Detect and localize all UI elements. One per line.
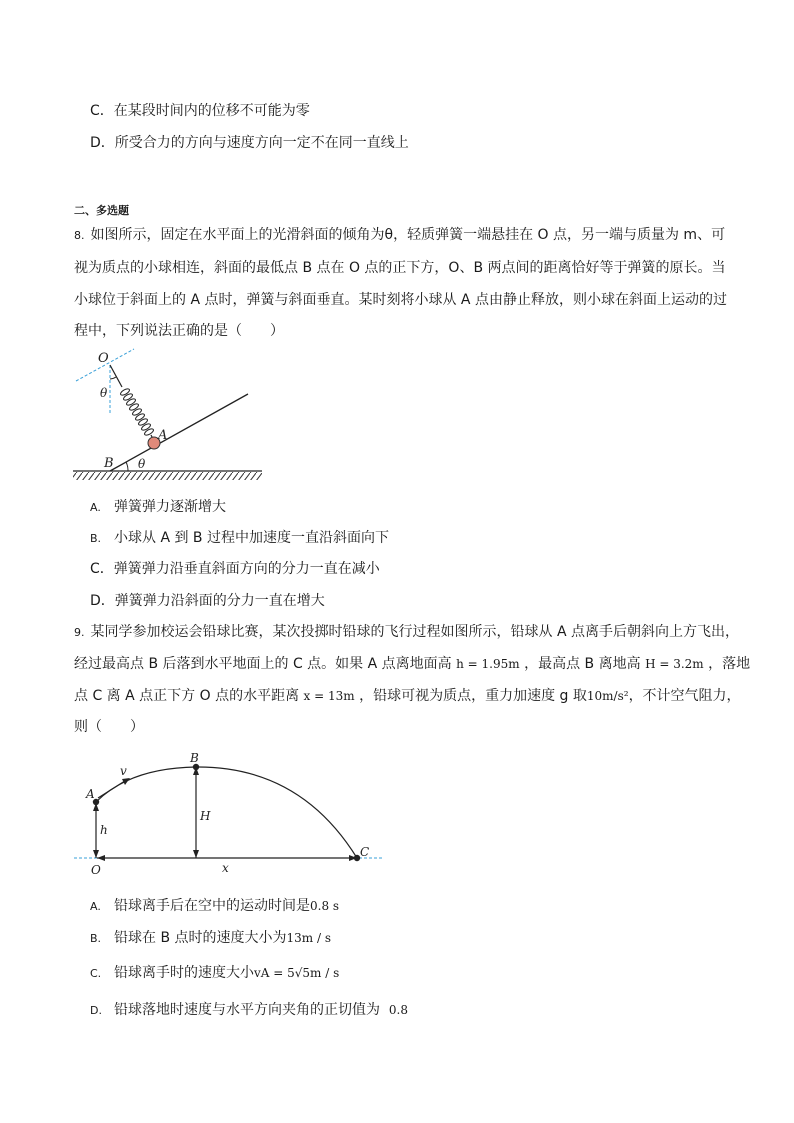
question-number: 9.: [74, 626, 85, 639]
option-math: 0.8: [388, 1003, 408, 1017]
x-expression: x = 13m: [303, 689, 355, 703]
q8-line-1: [74, 225, 725, 246]
option-text: 弹簧弹力沿垂直斜面方向的分力一直在减小: [113, 561, 380, 577]
label-o: O: [98, 351, 109, 366]
H-arrow-head-bottom: [193, 850, 199, 858]
option-label: C．: [90, 561, 114, 577]
q8-option-a: [90, 497, 226, 518]
q8-stem-1: 如图所示，固定在水平面上的光滑斜面的倾角为θ，轻质弹簧一端悬挂在 O 点，另一端与质量为 m、可: [90, 227, 726, 243]
g-expression: 10m/s²: [586, 689, 629, 703]
q7-option-c: [90, 101, 310, 121]
h-expression: h = 1.95m: [456, 657, 520, 671]
q9-line-1: [74, 622, 739, 643]
x-arrow-head-left: [97, 855, 105, 861]
q9-stem-3b: ，铅球可视为质点，重力加速度 g 取: [359, 688, 587, 704]
ground-hatch: [73, 472, 262, 480]
option-label: C．: [90, 103, 114, 119]
label-theta-top: θ: [100, 386, 108, 400]
incline-line: [110, 394, 248, 471]
label-h: h: [100, 823, 108, 837]
label-theta-bottom: θ: [138, 457, 146, 471]
label-b: B: [104, 456, 114, 471]
label-o: O: [91, 863, 101, 877]
q7-option-d: [90, 133, 409, 153]
q9-option-c: [90, 963, 339, 984]
q8-figure: [70, 345, 270, 485]
option-text: 铅球离手后在空中的运动时间是: [114, 898, 310, 914]
option-text: 在某段时间内的位移不可能为零: [113, 103, 310, 119]
option-label: D．: [90, 135, 115, 151]
angle-arc-b: [126, 462, 128, 471]
label-a: A: [86, 787, 95, 801]
q8-option-c: [90, 559, 380, 579]
q9-line-3: [74, 686, 741, 706]
section-title: 二、多选题: [74, 204, 129, 217]
spring-rod: [110, 365, 122, 387]
option-text: 铅球落地时速度与水平方向夹角的正切值为: [114, 1002, 380, 1018]
q9-stem-2b: ，最高点 B 离地高: [524, 656, 641, 672]
option-label: A.: [90, 900, 101, 913]
q8-option-b: [90, 528, 389, 549]
q9-option-a: [90, 896, 339, 917]
q9-stem-1: 某同学参加校运会铅球比赛，某次投掷时铅球的飞行过程如图所示，铅球从 A 点离手后朝斜向上方飞出，: [90, 624, 739, 640]
label-c: C: [360, 845, 370, 859]
option-label: B.: [90, 532, 102, 545]
q8-line-2: 视为质点的小球相连，斜面的最低点 B 点在 O 点的正下方，O、B 两点间的距离恰好等于弹簧的原长。当: [74, 260, 726, 276]
trajectory: [96, 767, 357, 858]
option-label: B.: [90, 932, 102, 945]
q9-stem-2a: 经过最高点 B 后落到水平地面上的 C 点。如果 A 点离地面高: [74, 656, 452, 672]
option-math: 0.8 s: [310, 899, 340, 913]
q9-figure: [70, 748, 390, 878]
spring-coils: [120, 388, 155, 437]
question-number: 8.: [74, 229, 85, 242]
option-text: 铅球在 B 点时的速度大小为: [114, 930, 287, 946]
option-text: 小球从 A 到 B 过程中加速度一直沿斜面向下: [114, 530, 389, 546]
q9-line-4: 则（ ）: [74, 719, 144, 735]
angle-arc-o: [110, 377, 116, 379]
H-expression: H = 3.2m: [645, 657, 704, 671]
h-arrow-head-bottom: [93, 850, 99, 858]
option-text: 弹簧弹力逐渐增大: [114, 499, 226, 515]
q9-stem-2c: ，落地: [708, 656, 751, 672]
label-v: v: [120, 764, 127, 778]
q8-line-4: 程中，下列说法正确的是（ ）: [74, 323, 284, 339]
q9-line-2: [74, 654, 750, 674]
q8-option-d: [90, 591, 325, 611]
label-H: H: [200, 809, 211, 823]
q9-stem-3a: 点 C 离 A 点正下方 O 点的水平距离: [74, 688, 300, 704]
option-label: D.: [90, 1004, 102, 1017]
option-label: C.: [90, 967, 102, 980]
option-math: vA = 5√5m / s: [254, 966, 340, 980]
option-text: 弹簧弹力沿斜面的分力一直在增大: [114, 593, 325, 609]
option-math: 13m / s: [286, 931, 331, 945]
label-x: x: [222, 861, 229, 875]
option-label: D．: [90, 593, 115, 609]
option-label: A.: [90, 501, 101, 514]
option-text: 铅球离手时的速度大小: [114, 965, 254, 981]
label-b: B: [190, 751, 199, 765]
q9-stem-3c: ，不计空气阻力，: [628, 688, 741, 704]
q8-line-3: 小球位于斜面上的 A 点时，弹簧与斜面垂直。某时刻将小球从 A 点由静止释放，则小球在斜面上运动的过: [74, 292, 727, 308]
q9-option-d: [90, 1000, 408, 1021]
q9-option-b: [90, 928, 331, 949]
option-text: 所受合力的方向与速度方向一定不在同一直线上: [114, 135, 409, 151]
label-a: A: [158, 428, 168, 443]
